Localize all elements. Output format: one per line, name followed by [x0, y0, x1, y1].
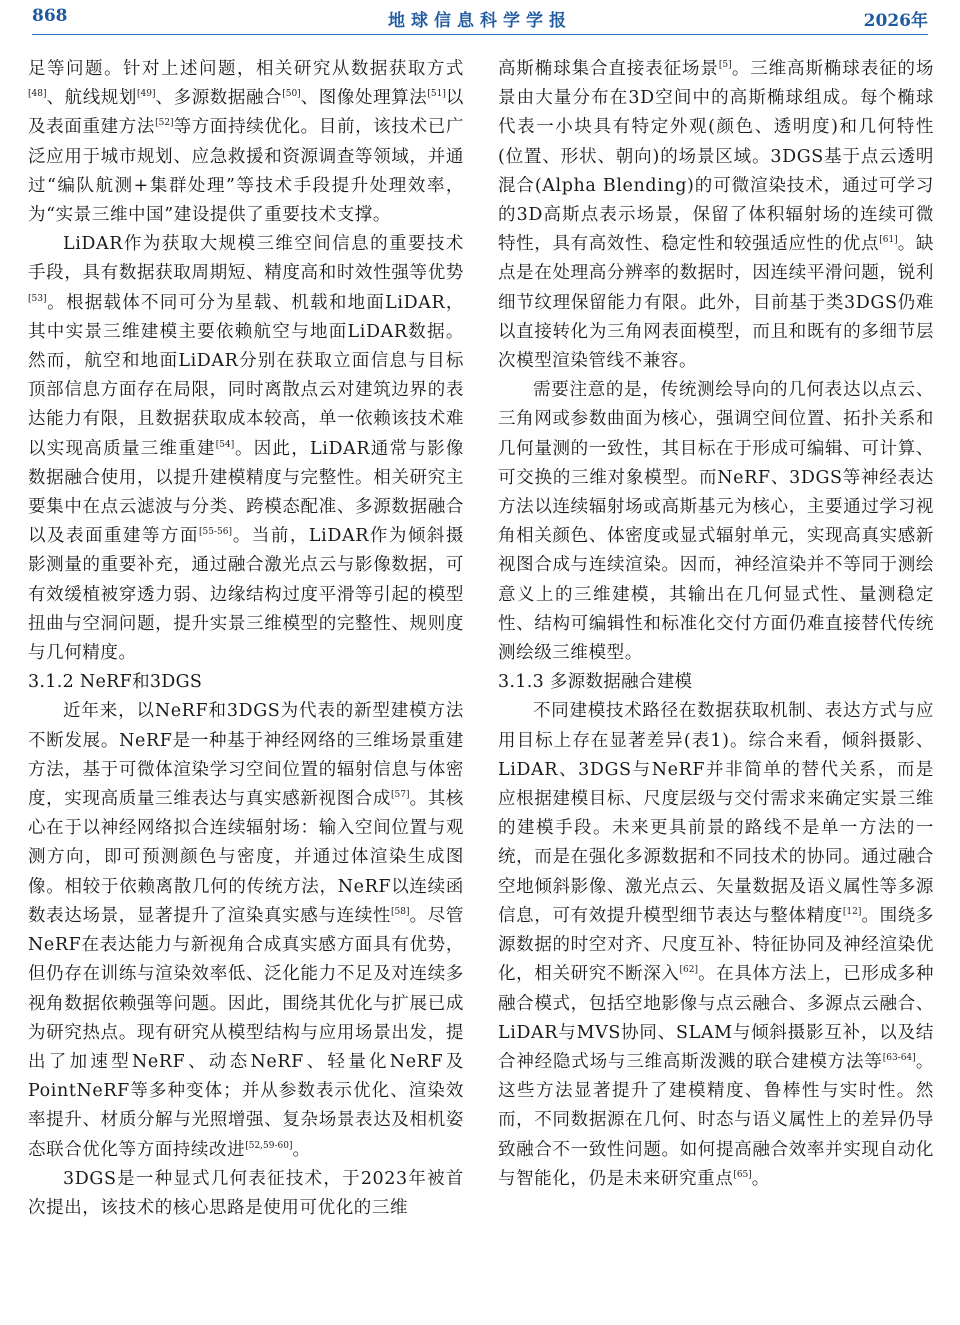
- citation[interactable]: [58]: [391, 906, 410, 917]
- citation[interactable]: [52]: [155, 118, 174, 129]
- section-heading-3-1-3: 3.1.3 多源数据融合建模: [498, 672, 693, 693]
- citation[interactable]: [62]: [679, 965, 699, 976]
- citation[interactable]: [52,59-60]: [245, 1140, 293, 1151]
- paragraph-3dgs: 3DGS是一种显式几何表征技术，于2023年被首次提出，该技术的核心思路是使用可优化的三维: [28, 1168, 464, 1218]
- right-column: [498, 55, 934, 1194]
- citation[interactable]: [55-56]: [199, 527, 232, 538]
- citation[interactable]: [12]: [842, 906, 862, 917]
- publication-year: 2026年: [863, 11, 928, 31]
- paragraph-continuation: 足等问题。针对上述问题，相关研究从数据获取方式[48]、航线规划[49]、多源数据融合[50]、图像处理算法[51]以及表面重建方法[52]等方面持续优化。目前，该技术已广泛应用于城市规划、应急救援和资源调查等领域，并通过“编队航测+集群处理”等技术手段提升处理效率，为“实景三维中国”建设提供了重要技术支撑。: [28, 59, 464, 226]
- citation[interactable]: [5]: [718, 60, 732, 70]
- paragraph-3dgs-continued: 高斯椭球集合直接表征场景[5]。三维高斯椭球表征的场景由大量分布在3D空间中的高斯椭球组成。每个椭球代表一小块具有特定外观(颜色、透明度)和几何特性(位置、形状、朝向)的场景区域。3DGS基于点云透明混合(Alpha Blending)的可微渲染技术，通过可学习的3D高斯点表示场景，保留了体积辐射场的连续可微特性，具有高效性、稳定性和较强适应性的优点[61]。缺点是在处理高分辨率的数据时，因连续平滑问题，锐利细节纹理保留能力有限。此外，目前基于类3DGS仍难以直接转化为三角网表面模型，而且和既有的多细节层次模型渲染管线不兼容。: [498, 59, 934, 372]
- citation[interactable]: [54]: [215, 439, 235, 450]
- citation[interactable]: [48]: [28, 89, 47, 100]
- page-header: [32, 0, 928, 35]
- page-number: 868: [32, 6, 68, 26]
- citation[interactable]: [49]: [137, 89, 156, 100]
- paragraph-nerf: 近年来，以NeRF和3DGS为代表的新型建模方法不断发展。NeRF是一种基于神经网络的三维场景重建方法，基于可微体渲染学习空间位置的辐射信息与体密度，实现高质量三维表达与真实感新视图合成[57]。其核心在于以神经网络拟合连续辐射场：输入空间位置与观测方向，即可预测颜色与密度，并通过体渲染生成图像。相较于依赖离散几何的传统方法，NeRF以连续函数表达场景，显著提升了渲染真实感与连续性[58]。尽管NeRF在表达能力与新视角合成真实感方面具有优势，但仍存在训练与渲染效率低、泛化能力不足及对连续多视角数据依赖强等问题。因此，围绕其优化与扩展已成为研究热点。现有研究从模型结构与应用场景出发，提出了加速型NeRF、动态NeRF、轻量化NeRF及PointNeRF等多种变体；并从参数表示优化、渲染效率提升、材质分解与光照增强、复杂场景表达及相机姿态联合优化等方面持续改进[52,59-60]。: [28, 701, 464, 1160]
- citation[interactable]: [57]: [391, 790, 410, 801]
- left-column: [28, 55, 464, 1223]
- citation[interactable]: [50]: [282, 89, 301, 100]
- paragraph-neural-vs-surveying: 需要注意的是，传统测绘导向的几何表达以点云、三角网或参数曲面为核心，强调空间位置、拓扑关系和几何量测的一致性，其目标在于形成可编辑、可计算、可交换的三维对象模型。而NeRF、3DGS等神经表达方法以连续辐射场或高斯基元为核心，主要通过学习视角相关颜色、体密度或显式辐射单元，实现高真实感新视图合成与连续渲染。因而，神经渲染并不等同于测绘意义上的三维建模，其输出在几何显式性、量测稳定性、结构可编辑性和标准化交付方面仍难直接替代传统测绘级三维模型。: [498, 380, 935, 664]
- citation[interactable]: [53]: [28, 293, 47, 304]
- citation[interactable]: [63-64]: [882, 1052, 916, 1063]
- citation[interactable]: [65]: [733, 1169, 752, 1180]
- citation[interactable]: [61]: [879, 235, 898, 246]
- paragraph-lidar: LiDAR作为获取大规模三维空间信息的重要技术手段，具有数据获取周期短、精度高和时效性强等优势[53]。根据载体不同可分为星载、机载和地面LiDAR，其中实景三维建模主要依赖航空与地面LiDAR数据。然而，航空和地面LiDAR分别在获取立面信息与目标顶部信息方面存在局限，同时离散点云对建筑边界的表达能力有限，且数据获取成本较高，单一依赖该技术难以实现高质量三维重建[54]。因此，LiDAR通常与影像数据融合使用，以提升建模精度与完整性。相关研究主要集中在点云滤波与分类、跨模态配准、多源数据融合以及表面重建等方面[55-56]。当前，LiDAR作为倾斜摄影测量的重要补充，通过融合激光点云与影像数据，可有效缓植被穿透力弱、边缘结构过度平滑等引起的模型扭曲与空洞问题，提升实景三维模型的完整性、规则度与几何精度。: [28, 234, 465, 664]
- citation[interactable]: [51]: [427, 89, 446, 100]
- journal-name: 地球信息科学学报: [388, 11, 572, 31]
- section-heading-3-1-2: 3.1.2 NeRF和3DGS: [28, 672, 203, 693]
- paragraph-multisource-fusion: 不同建模技术路径在数据获取机制、表达方式与应用目标上存在显著差异(表1)。综合来看，倾斜摄影、LiDAR、3DGS与NeRF并非简单的替代关系，而是应根据建模目标、尺度层级与交付需求来确定实景三维的建模手段。未来更具前景的路线不是单一方法的一统，而是在强化多源数据和不同技术的协同。通过融合空地倾斜影像、激光点云、矢量数据及语义属性等多源信息，可有效提升模型细节表达与整体精度[12]。围绕多源数据的时空对齐、尺度互补、特征协同及神经渲染优化，相关研究不断深入[62]。在具体方法上，已形成多种融合模式，包括空地影像与点云融合、多源点云融合、LiDAR与MVS协同、SLAM与倾斜摄影互补，以及结合神经隐式场与三维高斯泼溅的联合建模方法等[63-64]。这些方法显著提升了建模精度、鲁棒性与实时性。然而，不同数据源在几何、时态与语义属性上的差异仍导致融合不一致性问题。如何提高融合效率并实现自动化与智能化，仍是未来研究重点[65]。: [498, 701, 934, 1189]
